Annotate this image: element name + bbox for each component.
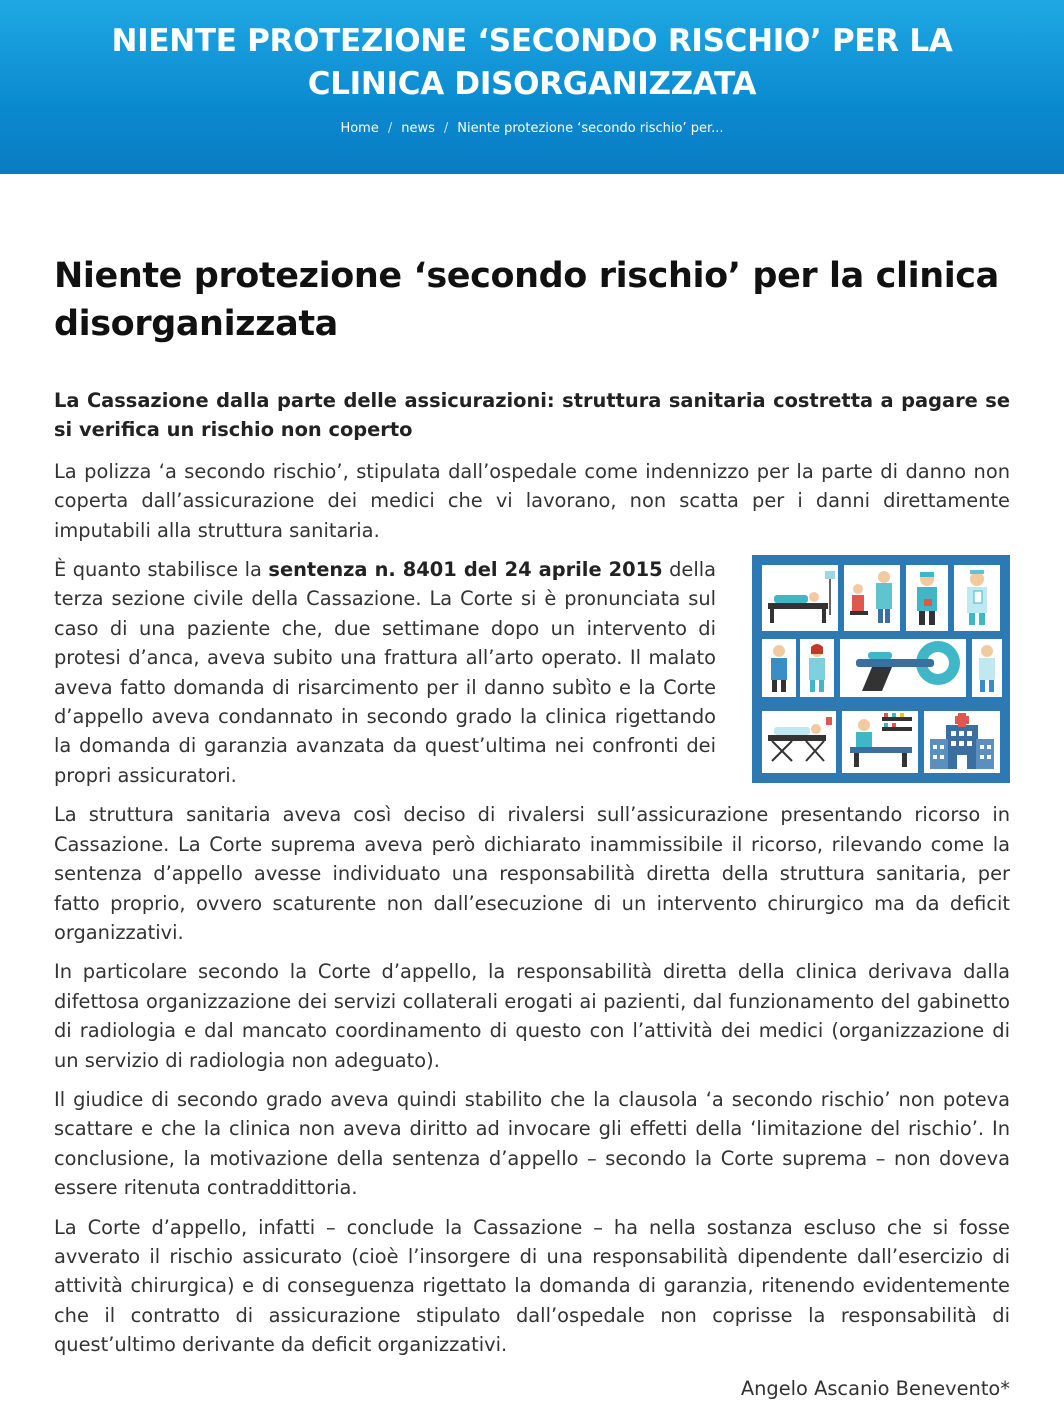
author-signature: Angelo Ascanio Benevento* [740,1376,1010,1400]
breadcrumb-current: Niente protezione ‘secondo rischio’ per... [457,121,724,136]
paragraph-text: della terza sezione civile della Cassazione. La Corte si è pronunciata sul caso di una paziente che, due settimane dopo un intervento di protesi d’anca, aveva subito una frattura all’arto operato. Il malato aveva fatto domanda di risarcimento per il danno subìto e la Corte d’appello aveva condannato in secondo grado la clinica rigettando la domanda di garanzia avanzata da quest’ultima nei confronti dei propri assicuratori. [54,558,717,787]
stretcher-icon [762,711,836,773]
page-header [0,0,1064,174]
sentence-reference: sentenza n. 8401 del 24 aprile 2015 [268,558,663,582]
pharmacist-icon [842,711,918,773]
patient-consultation-icon [844,565,900,631]
hospital-building-icon [924,711,1000,773]
nurse-icon [954,565,1000,631]
article-paragraph: In particolare secondo la Corte d’appello, la responsabilità diretta della clinica derivava dalla difettosa organizzazione dei servizi collaterali erogati ai pazienti, dal funzionamento del gabinetto di radiologia e dal mancato coordinamento di questo con l’attività dei medici (organizzazione di un servizio di radiologia non adeguato). [54,960,1010,1072]
doctor-icon [762,639,796,697]
hospital-illustration [752,555,1010,783]
breadcrumb-home-link[interactable]: Home [340,121,379,136]
article-paragraph: La polizza ‘a secondo rischio’, stipulata dall’ospedale come indennizzo per la parte di danno non coperta dall’assicurazione dei medici che vi lavorano, non scatta per i danni direttamente imputabili alla struttura sanitaria. [54,459,1010,542]
article-paragraph [54,555,716,790]
breadcrumb-news-link[interactable]: news [401,121,435,136]
article-title: Niente protezione ‘secondo rischio’ per la clinica disorganizzata [54,256,999,344]
breadcrumb-separator: / [443,121,449,136]
breadcrumb [0,120,1064,138]
article-paragraph: La struttura sanitaria aveva così deciso di rivalersi sull’assicurazione presentando ricorso in Cassazione. La Corte suprema aveva però dichiarato inammissibile il ricorso, rilevando come la sentenza d’appello avesse individuato una responsabilità diretta della struttura sanitaria, per fatto proprio, ovvero scaturente non dall’esecuzione di un intervento chirurgico ma da deficit organizzativi. [54,803,1010,944]
breadcrumb-separator: / [387,121,393,136]
medic-icon [972,639,1002,697]
article [54,252,1010,1413]
mri-scanner-icon [840,639,966,697]
article-paragraph: Il giudice di secondo grado aveva quindi stabilito che la clausola ‘a secondo rischio’ non poteva scattare e che la clinica non aveva diritto ad invocare gli effetti della ‘limitazione del rischio’. In conclusione, la motivazione della sentenza d’appello – secondo la Corte suprema – non doveva essere ritenuta contraddittoria. [54,1087,1010,1200]
female-doctor-icon [800,639,834,697]
paragraph-text: È quanto stabilisce la [54,558,269,582]
article-paragraph: La Corte d’appello, infatti – conclude la Cassazione – ha nella sostanza escluso che si fosse avverato il rischio assicurato (cioè l’insorgere di una responsabilità dipendente dall’esercizio di attività chirurgica) e di conseguenza rigettato la domanda di garanzia, ritenendo evidentemente che il contratto di assicurazione stipulato dall’ospedale non coprisse la responsabilità di quest’ultimo derivante da deficit organizzativi. [54,1215,1010,1357]
surgeon-icon [906,565,948,631]
page-title: NIENTE PROTEZIONE ‘SECONDO RISCHIO’ PER LA CLINICA DISORGANIZZATA [111,23,953,102]
article-lead: La Cassazione dalla parte delle assicurazioni: struttura sanitaria costretta a pagare se si verifica un rischio non coperto [54,389,1010,442]
hospital-bed-icon [762,565,838,631]
paragraph-with-image [54,555,1010,800]
